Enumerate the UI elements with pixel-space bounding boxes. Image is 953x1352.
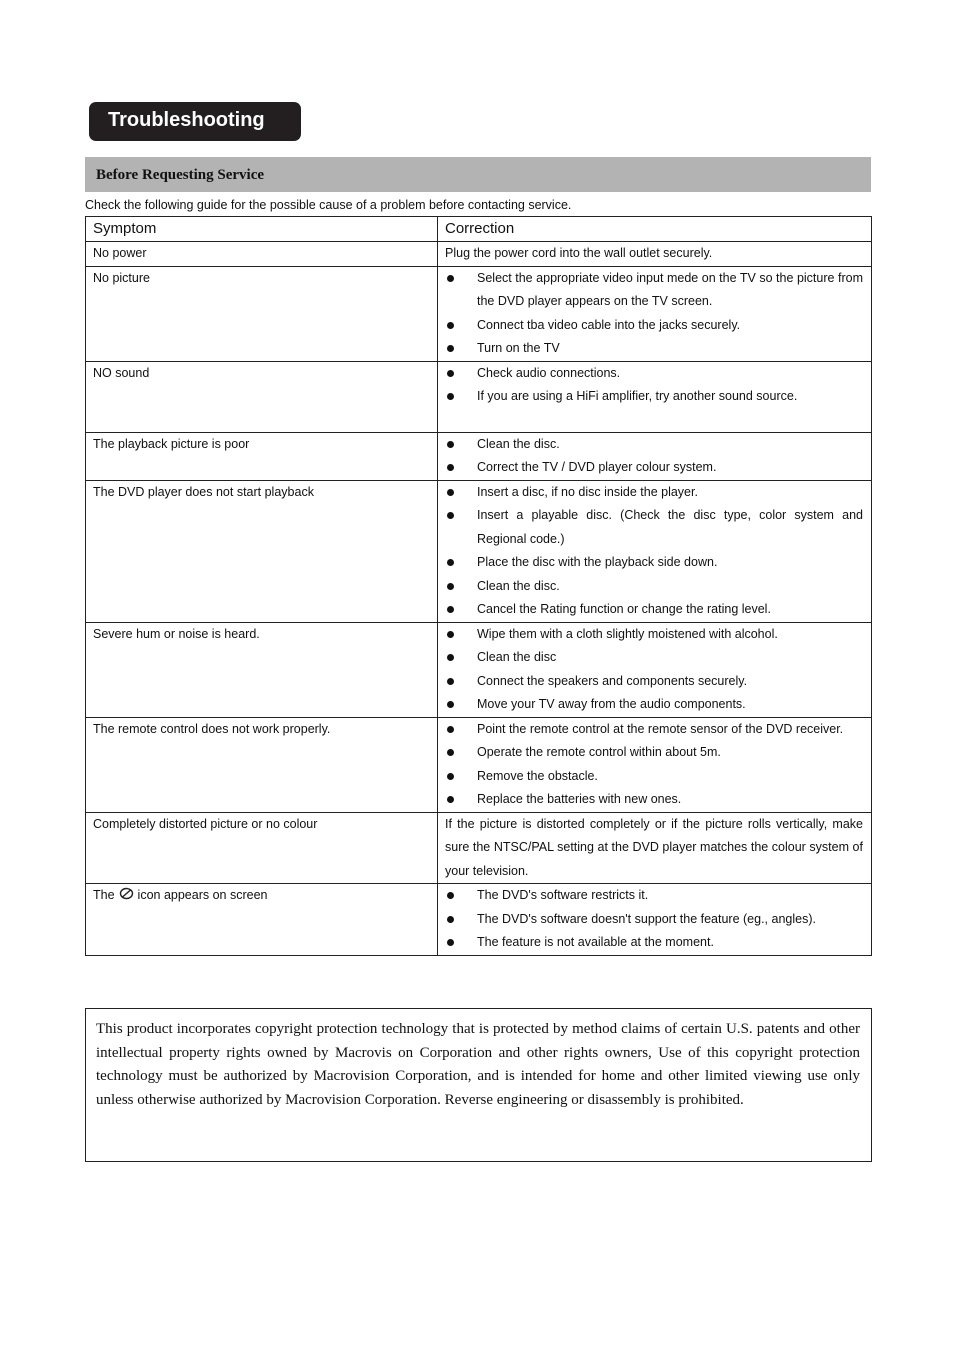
correction-item — [445, 741, 863, 765]
bullet-icon — [447, 606, 454, 613]
symptom-cell: No picture — [86, 266, 438, 361]
correction-item — [445, 598, 863, 622]
correction-item — [445, 481, 863, 505]
table-row — [86, 480, 872, 622]
correction-cell — [438, 361, 872, 432]
correction-item-text: Clean the disc. — [477, 578, 560, 593]
correction-item-text: Replace the batteries with new ones. — [477, 792, 682, 806]
bullet-icon — [447, 275, 454, 282]
bullet-icon — [447, 631, 454, 638]
bullet-icon — [447, 464, 454, 471]
correction-item-text: Connect the speakers and components securely. — [477, 673, 748, 688]
symptom-cell — [86, 884, 438, 956]
correction-item — [445, 337, 863, 361]
correction-cell — [438, 884, 872, 956]
correction-cell — [438, 266, 872, 361]
symptom-cell: Severe hum or noise is heard. — [86, 622, 438, 717]
correction-item — [445, 670, 863, 694]
table-row — [86, 242, 872, 267]
correction-item — [445, 551, 863, 575]
correction-item-text: Turn on the TV — [477, 341, 560, 355]
correction-cell — [438, 480, 872, 622]
bullet-icon — [447, 749, 454, 756]
symptom-text-pre: The — [93, 888, 115, 902]
bullet-icon — [447, 345, 454, 352]
correction-item — [445, 433, 863, 457]
symptom-cell: The playback picture is poor — [86, 432, 438, 480]
correction-item-text: Wipe them with a cloth slightly moistened with alcohol. — [477, 626, 778, 641]
bullet-icon — [447, 322, 454, 329]
table-row — [86, 361, 872, 432]
correction-item — [445, 362, 863, 386]
bullet-icon — [447, 773, 454, 780]
correction-text: If the picture is distorted completely or if the picture rolls vertically, make sure the NTSC/PAL setting at the DVD player matches the colour system of your television. — [445, 816, 863, 878]
correction-cell — [438, 812, 872, 884]
correction-item-text: Clean the disc — [477, 650, 557, 664]
correction-item-text: The feature is not available at the moment. — [477, 935, 714, 949]
correction-item-text: Clean the disc. — [477, 436, 560, 451]
correction-item — [445, 267, 863, 314]
correction-cell — [438, 242, 872, 267]
correction-cell — [438, 717, 872, 812]
symptom-cell: The remote control does not work properly. — [86, 717, 438, 812]
correction-item — [445, 504, 863, 551]
correction-text: Plug the power cord into the wall outlet securely. — [445, 246, 713, 260]
page-title: Troubleshooting — [89, 102, 301, 141]
correction-item — [445, 623, 863, 647]
correction-item — [445, 385, 863, 409]
symptom-header: Symptom — [86, 217, 438, 242]
correction-item-text: Select the appropriate video input mede on the TV so the picture from the DVD player appears on the TV screen. — [477, 270, 863, 308]
bullet-icon — [447, 441, 454, 448]
correction-item-text: Check audio connections. — [477, 365, 621, 380]
bullet-icon — [447, 726, 454, 733]
table-row — [86, 717, 872, 812]
bullet-icon — [447, 701, 454, 708]
bullet-icon — [447, 559, 454, 566]
correction-item-text: Point the remote control at the remote sensor of the DVD receiver. — [477, 721, 844, 736]
troubleshooting-table — [85, 216, 872, 956]
correction-item-text: The DVD's software restricts it. — [477, 888, 649, 902]
table-row — [86, 812, 872, 884]
correction-item-text: Remove the obstacle. — [477, 768, 598, 783]
correction-item-text: The DVD's software doesn't support the feature (eg., angles). — [477, 911, 816, 926]
correction-item — [445, 314, 863, 338]
correction-cell — [438, 622, 872, 717]
correction-item — [445, 765, 863, 789]
symptom-text-post: icon appears on screen — [137, 888, 268, 902]
table-row — [86, 266, 872, 361]
bullet-icon — [447, 512, 454, 519]
symptom-cell: No power — [86, 242, 438, 267]
bullet-icon — [447, 393, 454, 400]
prohibited-icon — [119, 887, 134, 900]
correction-item — [445, 931, 863, 955]
bullet-icon — [447, 489, 454, 496]
symptom-cell: The DVD player does not start playback — [86, 480, 438, 622]
table-row — [86, 432, 872, 480]
correction-item — [445, 575, 863, 599]
correction-item — [445, 646, 863, 670]
table-row — [86, 622, 872, 717]
bullet-icon — [447, 916, 454, 923]
correction-item-text: Place the disc with the playback side down. — [477, 555, 718, 569]
correction-item-text: Operate the remote control within about 5m. — [477, 745, 721, 759]
table-row — [86, 884, 872, 956]
correction-item — [445, 884, 863, 908]
bullet-icon — [447, 939, 454, 946]
copyright-notice: This product incorporates copyright protection technology that is protected by method claims of certain U.S. patents and other intellectual property rights owned by Macrovis on Corporation and other rights owners, Use of this copyright protection technology must be authorized by Macrovision Corporation, and is intended for home and other limited viewing use only unless otherwise authorized by Macrovision Corporation. Reverse engineering or disassembly is prohibited. — [85, 1008, 872, 1162]
section-heading: Before Requesting Service — [85, 157, 871, 192]
correction-item — [445, 456, 863, 480]
intro-text: Check the following guide for the possible cause of a problem before contacting service. — [85, 198, 572, 212]
table-header-row — [86, 217, 872, 242]
correction-item-text: Correct the TV / DVD player colour system. — [477, 460, 717, 474]
correction-item — [445, 693, 863, 717]
correction-item-text: If you are using a HiFi amplifier, try another sound source. — [477, 389, 798, 403]
correction-item-text: Cancel the Rating function or change the rating level. — [477, 602, 771, 616]
correction-item — [445, 718, 863, 742]
correction-item-text: Connect tba video cable into the jacks securely. — [477, 317, 741, 332]
correction-header: Correction — [438, 217, 872, 242]
correction-item-text: Insert a playable disc. (Check the disc type, color system and Regional code.) — [477, 508, 863, 546]
correction-cell — [438, 432, 872, 480]
correction-item — [445, 788, 863, 812]
correction-item-text: Insert a disc, if no disc inside the player. — [477, 484, 698, 499]
bullet-icon — [447, 583, 454, 590]
symptom-cell: NO sound — [86, 361, 438, 432]
bullet-icon — [447, 678, 454, 685]
symptom-cell: Completely distorted picture or no colour — [86, 812, 438, 884]
bullet-icon — [447, 654, 454, 661]
bullet-icon — [447, 370, 454, 377]
correction-item — [445, 908, 863, 932]
bullet-icon — [447, 892, 454, 899]
correction-item-text: Move your TV away from the audio components. — [477, 697, 746, 711]
bullet-icon — [447, 796, 454, 803]
